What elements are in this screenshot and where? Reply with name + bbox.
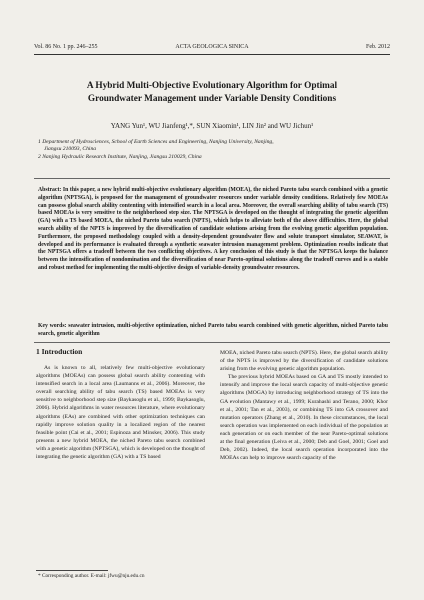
intro-paragraph-1: As is known to all, relatively few multi-objective evolutionary algorithms (MOEAs) can possess global search ability contenting with intensified search in a local area (Laumanns et al., 2006). Moreover, the overall searching ability of tabu search (TS) based MOEAs is very sensitive to neighborhood step size (Baykasoglu et al., 1999; Baykasoglu, 2006). Hybrid algorithms in water resources literature, where evolutionary algorithms (EAs) are combined with other optimization techniques can rapidly improve solution quality in a localized region of the nearest feasible point (Cai et al., 2001; Espinoza and Minsker, 2006). This study presents a new hybrid MOEA, the niched Pareto tabu search combined with a genetic algorithm (NPTSGA), which is developed on the thought of integrating the genetic algorithm (GA) with a TS based xyxy=(36,365,205,461)
intro-paragraph-continued: MOEA, niched Pareto tabu search (NPTS). Here, the global search ability of the NPTS is improved by the diversification of candidate solutions arising from the evolving genetic algorithm population. xyxy=(220,350,388,373)
right-column xyxy=(220,349,388,462)
running-header xyxy=(34,44,390,54)
affiliations xyxy=(38,139,394,161)
keywords-bottom-rule xyxy=(34,342,390,343)
keywords: Key words: seawater intrusion, multi-objective optimization, niched Pareto tabu search combined with genetic algorithm, niched Pareto tabu search, genetic algorithm xyxy=(38,323,388,337)
title-line-2: Groundwater Management under Variable Density Conditions xyxy=(87,93,337,104)
affiliation-1-line-1: 1 Department of Hydrosciences, School of Earth Sciences and Engineering, Nanjing University, Nanjing, xyxy=(38,139,274,145)
journal-volume: Vol. 86 No. 1 pp. 246–255 xyxy=(34,44,98,50)
abstract-top-rule xyxy=(34,178,390,179)
affiliation-2: 2 Nanjing Hydraulic Research Institute, Nanjing, Jiangsu 210029, China xyxy=(38,153,202,160)
header-rule xyxy=(34,54,390,55)
journal-name: ACTA GEOLOGICA SINICA xyxy=(175,44,249,50)
intro-paragraph-2: The previous hybrid MOEAs based on GA and TS mostly intended to intensify and improve the local search capacity of multi-objective genetic algorithms (MOGA) by introducing neighborhood strategy of TS into the GA evolution (Mantawy et al., 1999; Kurahashi and Terano, 2000; Khor et al., 2001; Tan et al., 2003), or combining TS into GA crossover and mutation operators (Zhang et al., 2010). In these circumstances, the local search operation was implemented on each individual of the population at each generation or on each member of the near Pareto-optimal solutions at the final generation (Leiva et al., 2000; Deb and Goel, 2001; Goel and Deb, 2002). Indeed, the local search operation incorporated into the MOEAs can help to improve search capacity of the xyxy=(220,374,388,462)
footnote-rule xyxy=(36,570,108,571)
abstract: Abstract: In this paper, a new hybrid multi-objective evolutionary algorithm (MOEA), the niched Pareto tabu search combined with a genetic algorithm (NPTSGA), is proposed for the management of groundwater resources under variable density conditions. Relatively few MOEAs can possess global search ability contenting with intensified search in a local area. Moreover, the overall searching ability of tabu search (TS) based MOEAs is very sensitive to the neighborhood step size. The NPTSGA is developed on the thought of integrating the genetic algorithm (GA) with a TS based MOEA, the niched Pareto tabu search (NPTS), which helps to alleviate both of the above difficulties. Here, the global search ability of the NPTS is improved by the diversification of candidate solutions arising from the evolving genetic algorithm population. Furthermore, the proposed methodology coupled with a density-dependent groundwater flow and solute transport simulator, SEAWAT, is developed and its performance is evaluated through a synthetic seawater intrusion management problem. Optimization results indicate that the NPTSGA offers a tradeoff between the two conflicting objectives. A key conclusion of this study is that the NPTSGA keeps the balance between the intensification of nondomination and the diversification of near Pareto-optimal solutions along the tradeoff curves and is a stable and robust method for implementing the multi-objective design of variable-density groundwater resources. xyxy=(38,187,388,271)
corresponding-author-footnote: * Corresponding author. E-mail: jfwu@nju.edu.cn xyxy=(38,573,145,579)
section-title: 1 Introduction xyxy=(36,347,83,356)
author-list: YANG Yun¹, WU Jianfeng¹,*, SUN Xiaomin¹, LIN Jin² and WU Jichun¹ xyxy=(110,122,314,130)
journal-date: Feb. 2012 xyxy=(366,44,390,50)
affiliation-1-line-2: Jiangsu 210093, China xyxy=(44,146,97,153)
left-column xyxy=(36,364,205,461)
title-line-1: A Hybrid Multi-Objective Evolutionary Algorithm for Optimal xyxy=(86,81,338,91)
paper-title xyxy=(30,80,394,105)
